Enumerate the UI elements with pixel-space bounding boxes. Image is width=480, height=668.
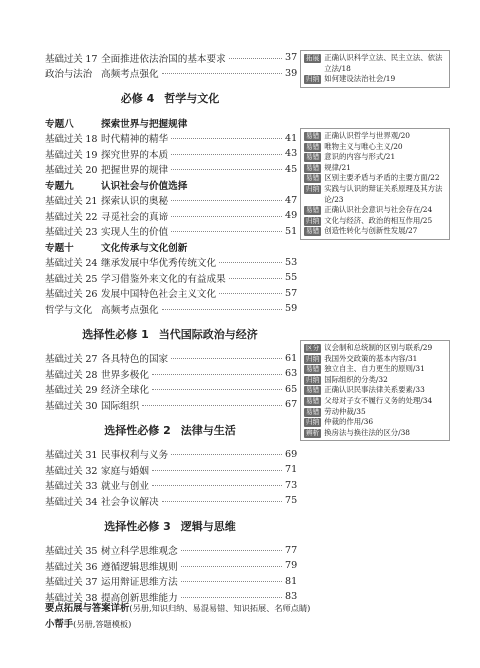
note-tag: 易错	[306, 227, 320, 236]
note-tag: 易错	[306, 142, 320, 151]
toc-row-label: 基础过关 23	[45, 227, 98, 239]
toc-row[interactable]	[45, 558, 298, 574]
note-text: 换房法与换往法的区分/38	[324, 427, 410, 437]
toc-row-label: 基础过关 28	[45, 369, 98, 381]
note-text: 意识的内容与形式/21	[324, 152, 396, 162]
dot-leader	[152, 469, 282, 471]
dot-leader	[152, 373, 282, 375]
toc-row[interactable]	[45, 50, 298, 66]
note-text: 文化与经济、政治的相互作用/25	[324, 215, 433, 225]
toc-row-label: 基础过关 27	[45, 354, 98, 366]
notes-box-3	[300, 340, 450, 441]
toc-row-label: 基础过关 34	[45, 496, 98, 508]
toc-row-title: 高频考点强化	[101, 304, 159, 316]
section-title-right: 哲学与文化	[164, 92, 220, 105]
toc-row[interactable]	[45, 255, 298, 271]
toc-row-title: 遵循逻辑思维规则	[101, 561, 178, 573]
toc-row-label: 基础过关 31	[45, 450, 98, 462]
dot-leader	[181, 596, 282, 598]
note-tag: 易错	[306, 407, 320, 416]
toc-row-page: 71	[285, 464, 298, 476]
toc-row[interactable]	[45, 208, 298, 224]
toc-row[interactable]	[45, 543, 298, 559]
note-tag: 归纳	[306, 418, 320, 427]
dot-leader	[171, 357, 282, 359]
toc-row-title: 各具特色的国家	[101, 354, 169, 366]
toc-row-title: 继承发展中华优秀传统文化	[101, 258, 217, 270]
note-text: 规律/21	[324, 162, 351, 172]
section-title-x3	[45, 509, 295, 543]
note-text: 父母对子女不履行义务的处理/34	[324, 395, 433, 405]
toc-row[interactable]	[45, 382, 298, 398]
dot-leader	[171, 199, 282, 201]
note-item[interactable]	[304, 343, 446, 354]
note-item[interactable]	[304, 407, 446, 418]
toc-row-title: 民事权利与义务	[101, 450, 169, 462]
toc-row-title: 全面推进依法治国的基本要求	[101, 53, 226, 65]
toc-row-page: 69	[285, 448, 298, 460]
toc-row[interactable]	[45, 270, 298, 286]
note-text: 正确认识科学立法、民主立法、依法立法/18	[324, 53, 443, 73]
toc-row-page: 39	[285, 67, 298, 79]
note-item[interactable]	[304, 385, 446, 396]
dot-leader	[142, 404, 282, 406]
note-text: 创造性转化与创新性发展/27	[324, 226, 418, 236]
toc-row-page: 43	[285, 148, 298, 160]
dot-leader	[171, 215, 282, 217]
toc-row-page: 59	[285, 303, 298, 315]
note-text: 如何建设法治社会/19	[324, 74, 396, 84]
toc-row-title: 探索认识的奥秘	[101, 196, 169, 208]
note-item[interactable]	[304, 375, 446, 386]
toc-row-label: 基础过关 30	[45, 400, 98, 412]
toc-row-title: 把握世界的规律	[101, 165, 169, 177]
toc-row-title: 经济全球化	[101, 385, 149, 397]
toc-row-label: 基础过关 35	[45, 546, 98, 558]
dot-leader	[181, 580, 282, 582]
toc-row[interactable]	[45, 462, 298, 478]
note-tag: 归纳	[306, 375, 320, 384]
note-item[interactable]	[304, 205, 446, 216]
toc-row[interactable]	[45, 286, 298, 302]
toc-row-page: 63	[285, 368, 298, 380]
note-item[interactable]	[304, 354, 446, 365]
toc-row-title: 树立科学思维观念	[101, 546, 178, 558]
note-text: 唯物主义与唯心主义/20	[324, 141, 403, 151]
toc-row-title: 提高创新思维能力	[101, 592, 178, 604]
toc-row[interactable]	[45, 397, 298, 413]
dot-leader	[219, 292, 282, 294]
topic-heading	[45, 239, 295, 255]
toc-row-label: 基础过关 25	[45, 273, 98, 285]
toc-row[interactable]	[45, 447, 298, 463]
notes-box-2	[300, 128, 450, 240]
toc-row-page: 53	[285, 256, 298, 268]
toc-row-title: 发展中国特色社会主义文化	[101, 289, 217, 301]
note-text: 区别主要矛盾与矛盾的主要方面/22	[324, 173, 440, 183]
toc-row[interactable]	[45, 493, 298, 509]
helper-title: 小帮手	[45, 619, 74, 630]
note-text: 独立自主、自力更生的原则/31	[324, 364, 425, 374]
toc-row-title: 家庭与婚姻	[101, 465, 149, 477]
note-item[interactable]	[304, 417, 446, 428]
toc-row-page: 79	[285, 560, 298, 572]
note-tag: 易错	[306, 132, 320, 140]
toc-row[interactable]	[45, 224, 298, 240]
toc-row-label: 基础过关 21	[45, 196, 98, 208]
toc-row-label: 基础过关 32	[45, 465, 98, 477]
dot-leader	[181, 549, 282, 551]
toc-row-page: 51	[285, 225, 298, 237]
toc-row-page: 61	[285, 352, 298, 364]
toc-row[interactable]	[45, 66, 298, 82]
toc-row-label: 基础过关 37	[45, 577, 98, 589]
note-item[interactable]	[304, 216, 446, 227]
dot-leader	[162, 72, 282, 74]
toc-row-title: 实现人生的价值	[101, 227, 169, 239]
toc-row-title: 国际组织	[101, 400, 140, 412]
dot-leader	[171, 153, 282, 155]
section-title-right: 逻辑与思维	[180, 519, 236, 533]
note-item[interactable]	[304, 142, 446, 153]
toc-row-title: 寻觅社会的真谛	[101, 211, 169, 223]
topic-title: 探索世界与把握规律	[101, 118, 188, 130]
toc-row[interactable]	[45, 301, 298, 317]
topic-title: 文化传承与文化创新	[101, 242, 188, 254]
dot-leader	[229, 277, 282, 279]
note-tag: 归纳	[306, 75, 320, 84]
toc-row-label: 基础过关 36	[45, 561, 98, 573]
dot-leader	[152, 388, 282, 390]
note-text: 劳动仲裁/35	[324, 406, 366, 416]
topic-title: 认识社会与价值选择	[101, 180, 188, 192]
toc-row-page: 37	[285, 52, 298, 64]
toc-row-page: 65	[285, 383, 298, 395]
toc-row-label: 基础过关 19	[45, 149, 98, 161]
toc-row-page: 45	[285, 163, 298, 175]
note-tag: 易错	[306, 386, 320, 395]
note-item[interactable]	[304, 163, 446, 174]
note-text: 议会制和总统制的区别与联系/29	[324, 343, 433, 352]
section-title-x1	[45, 317, 295, 351]
dot-leader	[152, 484, 282, 486]
toc-row[interactable]	[45, 478, 298, 494]
dot-leader	[171, 453, 282, 455]
section-title-b4	[45, 81, 295, 115]
note-item[interactable]	[304, 396, 446, 407]
section-title-left: 选择性必修 3	[104, 519, 171, 533]
toc-row-title: 高频考点强化	[101, 69, 159, 81]
toc-row-label: 哲学与文化	[45, 304, 92, 316]
note-text: 国际组织的分类/32	[324, 374, 388, 384]
helper-line[interactable]	[45, 616, 445, 632]
note-tag: 易错	[306, 163, 320, 172]
toc-row-page: 57	[285, 287, 298, 299]
topic-label: 专题八	[45, 118, 74, 130]
toc-row-page: 81	[285, 575, 298, 587]
topic-label: 专题十	[45, 242, 74, 254]
bottom-notes	[45, 600, 445, 632]
note-text: 正确认识社会意识与社会存在/24	[324, 205, 433, 215]
toc-row[interactable]	[45, 351, 298, 367]
note-tag: 辨析	[306, 428, 320, 437]
toc-row-page: 49	[285, 210, 298, 222]
note-tag: 拓展	[306, 54, 320, 62]
notes-box-1	[300, 50, 450, 88]
toc-row-label: 基础过关 20	[45, 165, 98, 177]
note-item[interactable]	[304, 428, 446, 439]
toc-row-title: 世界多极化	[101, 369, 149, 381]
note-item[interactable]	[304, 152, 446, 163]
note-tag: 区分	[306, 344, 320, 352]
toc-row-title: 社会争议解决	[101, 496, 159, 508]
dot-leader	[181, 565, 282, 567]
toc-row-title: 探究世界的本质	[101, 149, 169, 161]
note-item[interactable]	[304, 364, 446, 375]
note-tag: 易错	[306, 153, 320, 162]
note-text: 正确认识哲学与世界观/20	[324, 131, 410, 140]
toc-row[interactable]	[45, 146, 298, 162]
toc-row-label: 政治与法治	[45, 69, 92, 81]
toc-row-label: 基础过关 17	[45, 53, 98, 65]
section-title-left: 选择性必修 2	[104, 423, 171, 437]
note-item[interactable]	[304, 53, 446, 74]
toc-row-label: 基础过关 18	[45, 134, 98, 146]
toc-row[interactable]	[45, 131, 298, 147]
toc-row-page: 47	[285, 194, 298, 206]
note-tag: 归纳	[306, 354, 320, 363]
notes-box	[300, 340, 450, 441]
section-title-left: 选择性必修 1	[82, 327, 149, 341]
answer-supplement-title: 要点拓展与答案详析	[45, 603, 130, 614]
note-tag: 易错	[306, 174, 320, 183]
notes-box	[300, 50, 450, 88]
toc-row-title: 运用辩证思维方法	[101, 577, 178, 589]
toc-row-page: 41	[285, 132, 298, 144]
section-title-right: 法律与生活	[180, 423, 236, 437]
toc-row-label: 基础过关 38	[45, 592, 98, 604]
dot-leader	[162, 308, 282, 310]
note-text: 实践与认识的辩证关系原理及其方法论/23	[324, 183, 443, 204]
dot-leader	[229, 57, 282, 59]
toc-row-title: 就业与创业	[101, 481, 149, 493]
note-tag: 易错	[306, 396, 320, 405]
dot-leader	[162, 500, 282, 502]
note-text: 仲裁的作用/36	[324, 417, 374, 427]
answer-supplement-line[interactable]	[45, 600, 445, 616]
section-title-x2	[45, 413, 295, 447]
topic-heading	[45, 177, 295, 193]
toc-row-page: 83	[285, 591, 298, 603]
note-text: 正确认识民事法律关系要素/33	[324, 385, 425, 395]
dot-leader	[171, 230, 282, 232]
toc-row-label: 基础过关 22	[45, 211, 98, 223]
topic-heading	[45, 115, 295, 131]
section-title-left: 必修 4	[120, 92, 155, 105]
toc-row[interactable]	[45, 574, 298, 590]
toc-row-page: 75	[285, 495, 298, 507]
toc-row-page: 73	[285, 479, 298, 491]
note-item[interactable]	[304, 226, 446, 237]
note-tag: 易错	[306, 365, 320, 374]
toc-row-label: 基础过关 33	[45, 481, 98, 493]
dot-leader	[171, 137, 282, 139]
toc-left-column	[45, 50, 298, 605]
note-item[interactable]	[304, 131, 446, 142]
note-tag: 归纳	[306, 184, 320, 193]
toc-row[interactable]	[45, 193, 298, 209]
note-text: 我国外交政策的基本内容/31	[324, 353, 418, 363]
topic-label: 专题九	[45, 180, 74, 192]
note-tag: 易错	[306, 206, 320, 215]
answer-supplement-detail: (另册,知识归纳、易混易错、知识拓展、名师点睛)	[129, 603, 311, 613]
dot-leader	[219, 261, 282, 263]
note-item[interactable]	[304, 74, 446, 85]
note-item[interactable]	[304, 173, 446, 184]
toc-row-title: 学习借鉴外来文化的有益成果	[101, 273, 226, 285]
toc-row-page: 77	[285, 544, 298, 556]
note-item[interactable]	[304, 184, 446, 205]
toc-row[interactable]	[45, 162, 298, 178]
toc-row-page: 55	[285, 272, 298, 284]
dot-leader	[171, 168, 282, 170]
notes-box	[300, 128, 450, 240]
toc-row-title: 时代精神的精华	[101, 134, 169, 146]
toc-row[interactable]	[45, 366, 298, 382]
toc-row-label: 基础过关 24	[45, 258, 98, 270]
note-tag: 归纳	[306, 216, 320, 225]
toc-row-label: 基础过关 29	[45, 385, 98, 397]
section-title-right: 当代国际政治与经济	[158, 327, 258, 341]
toc-row-label: 基础过关 26	[45, 289, 98, 301]
toc-row-page: 67	[285, 399, 298, 411]
helper-detail: (另册,答题模板)	[73, 619, 132, 629]
